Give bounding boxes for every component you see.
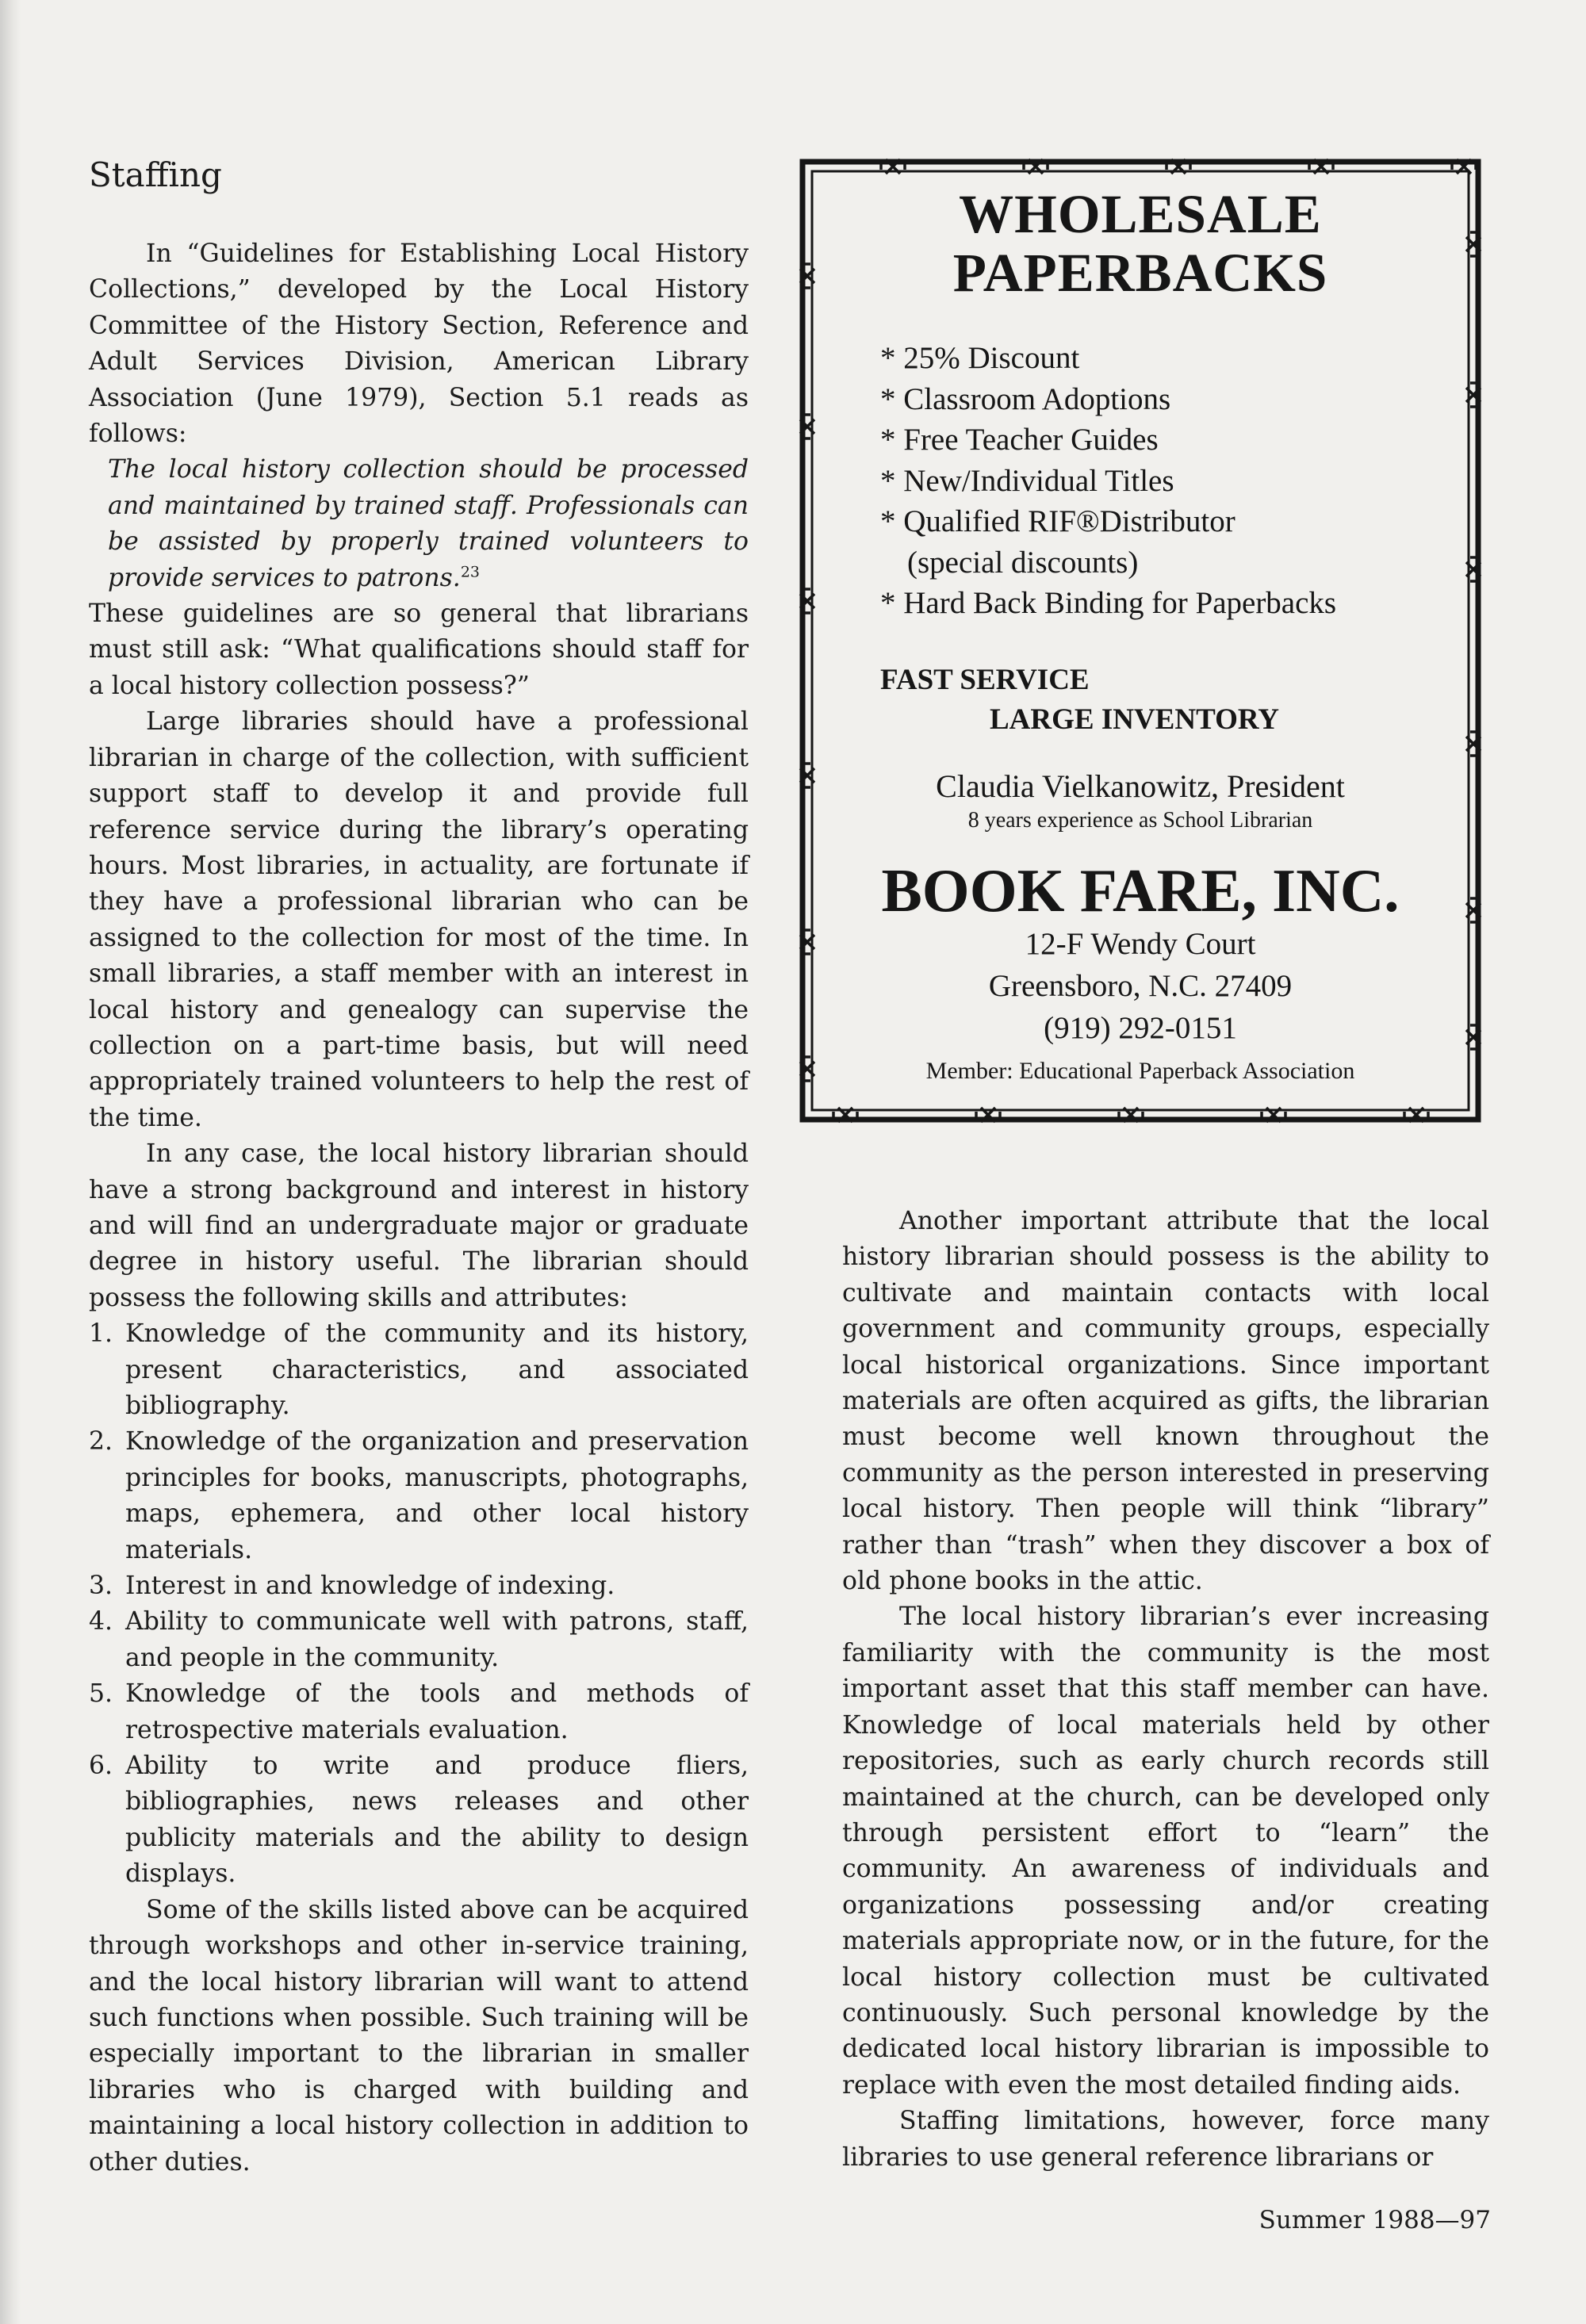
ad-feature-list xyxy=(880,338,1336,624)
list-number: 1. xyxy=(89,1319,113,1349)
feature-item: * Classroom Adoptions xyxy=(880,381,1171,416)
advertisement-box xyxy=(798,157,1483,1124)
right-paragraph-1: Another important attribute that the local history librarian should possess is the ability to cultivate and maintain contacts with local government and community groups, especially local historical organizations. Since important materials are often acquired as gifts, the librarian must become well known throughout the community as the person interested in preserving local history. Then people will think “library” rather than “trash” when they discover a box of old phone books in the attic. xyxy=(842,1207,1489,1596)
page-footer: Summer 1988—97 xyxy=(1258,2206,1491,2234)
list-number: 5. xyxy=(89,1679,113,1709)
feature-item: * Hard Back Binding for Paperbacks xyxy=(880,586,1337,620)
right-column xyxy=(842,1204,1489,2176)
ad-company-name: BOOK FARE, INC. xyxy=(881,856,1400,925)
ad-title-line-1: WHOLESALE xyxy=(959,184,1322,244)
guideline-quote xyxy=(108,452,749,596)
list-text: Ability to communicate well with patrons, staff, and people in the community. xyxy=(125,1607,749,1672)
ad-address-line-2: Greensboro, N.C. 27409 xyxy=(988,969,1293,1003)
ad-address-line-1: 12-F Wendy Court xyxy=(1025,927,1256,961)
right-paragraph-3: Staffing limitations, however, force many libraries to use general reference librarians or xyxy=(842,2107,1489,2172)
paragraph-4: In any case, the local history librarian should have a strong background and interest in history and will find an undergraduate major or graduate degree in history useful. The librarian should possess the following skills and attributes: xyxy=(89,1139,749,1312)
ad-membership: Member: Educational Paperback Association xyxy=(925,1058,1355,1084)
list-item xyxy=(89,1676,749,1748)
list-text: Knowledge of the tools and methods of retrospective materials evaluation. xyxy=(125,1679,749,1744)
ad-experience: 8 years experience as School Librarian xyxy=(967,808,1313,833)
list-text: Interest in and knowledge of indexing. xyxy=(125,1572,615,1601)
large-inventory-label: LARGE INVENTORY xyxy=(990,703,1279,736)
list-number: 4. xyxy=(89,1607,113,1637)
feature-item: * 25% Discount xyxy=(880,341,1080,375)
list-item xyxy=(89,1316,749,1424)
left-column xyxy=(89,151,749,2180)
list-item xyxy=(89,1568,749,1604)
feature-item-continuation: (special discounts) xyxy=(907,545,1139,580)
paragraph-2: These guidelines are so general that librarians must still ask: “What qualifications should staff for a local history collection possess?” xyxy=(89,599,749,700)
list-item xyxy=(89,1748,749,1893)
ad-phone: (919) 292-0151 xyxy=(1044,1011,1237,1045)
list-item xyxy=(89,1604,749,1676)
list-number: 3. xyxy=(89,1572,113,1601)
feature-item: * Free Teacher Guides xyxy=(880,423,1159,457)
ad-president-name: Claudia Vielkanowitz, President xyxy=(936,768,1345,804)
intro-paragraph: In “Guidelines for Establishing Local History Collections,” developed by the Local History Committee of the History Section, Reference and Adult Services Division, American Library Association (June 1979), Section 5.1 reads as follows: xyxy=(89,239,749,449)
binding-gutter-shadow xyxy=(0,0,21,2324)
list-text: Knowledge of the community and its history, present characteristics, and associated bibliography. xyxy=(125,1319,749,1420)
list-text: Knowledge of the organization and preservation principles for books, manuscripts, photographs, maps, ephemera, and other local history materials. xyxy=(125,1427,749,1564)
section-heading: Staffing xyxy=(89,155,222,194)
paragraph-3: Large libraries should have a professional librarian in charge of the collection, with sufficient support staff to develop it and provide full reference service during the library’s operating hours. Most libraries, in actuality, are fortunate if they have a professional librarian who can be assigned to the collection for most of the time. In small libraries, a staff member with an interest in local history and genealogy can supervise the collection on a part-time basis, but will need appropriately trained volunteers to help the rest of the time. xyxy=(89,707,749,1132)
paragraph-5: Some of the skills listed above can be acquired through workshops and other in-service training, and the local history librarian will want to attend such functions when possible. Such training will be especially important to the librarian in smaller libraries who is charged with building and maintaining a local history collection in addition to other duties. xyxy=(89,1895,749,2177)
fast-service-label: FAST SERVICE xyxy=(880,664,1090,696)
quote-text: The local history collection should be processed and maintained by trained staff. Professionals can be assisted by properly trained volunteers to provide services to patrons. xyxy=(108,455,749,592)
feature-item: * New/Individual Titles xyxy=(880,463,1174,498)
ad-title-line-2: PAPERBACKS xyxy=(952,243,1328,303)
list-number: 6. xyxy=(89,1752,113,1781)
list-item xyxy=(89,1424,749,1568)
list-text: Ability to write and produce fliers, bibliographies, news releases and other publicity materials and the ability to design displays. xyxy=(125,1752,749,1889)
footnote-ref: 23 xyxy=(460,563,480,581)
feature-item: * Qualified RIF®Distributor xyxy=(880,504,1235,538)
list-number: 2. xyxy=(89,1427,113,1457)
skills-list xyxy=(89,1316,749,1893)
right-paragraph-2: The local history librarian’s ever increasing familiarity with the community is the most important asset that this staff member can have. Knowledge of local materials held by other repositories, such as early church records still maintained at the church, can be developed only through persistent effort to “learn” the community. An awareness of individuals and organizations possessing and/or creating materials appropriate now, or in the future, for the local history collection must be cultivated continuously. Such personal knowledge by the dedicated local history librarian is impossible to replace with even the most detailed finding aids. xyxy=(842,1602,1489,2100)
